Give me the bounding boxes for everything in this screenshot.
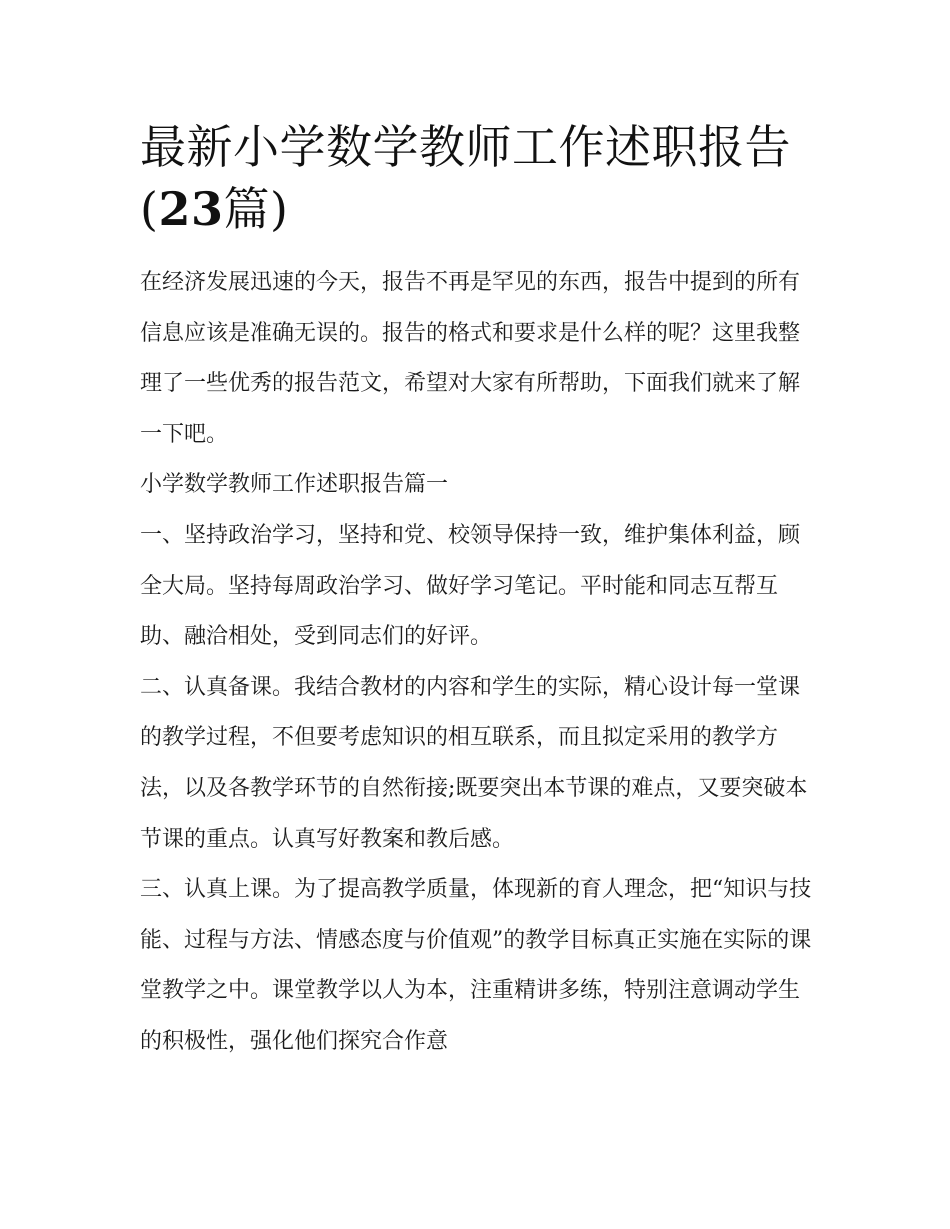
- title-text-start: 最新小学数学教师工作述职报告(: [140, 120, 791, 236]
- document-title: [140, 116, 812, 240]
- body-paragraph-2: 二、认真备课。我结合教材的内容和学生的实际，精心设计每一堂课的教学过程，不但要考虑知识的相互联系，而且拟定采用的教学方法，以及各教学环节的自然衔接;既要突出本节课的难点，又要突破本节课的重点。认真写好教案和教后感。: [140, 674, 808, 852]
- section-heading: 小学数学教师工作述职报告篇一: [140, 472, 449, 498]
- body-paragraph-3: 三、认真上课。为了提高教学质量，体现新的育人理念，把“知识与技能、过程与方法、情感态度与价值观”的教学目标真正实施在实际的课堂教学之中。课堂教学以人为本，注重精讲多练，特别注意调动学生的积极性，强化他们探究合作意: [140, 877, 812, 1054]
- document-body: [140, 116, 812, 1068]
- intro-paragraph: 在经济发展迅速的今天，报告不再是罕见的东西，报告中提到的所有信息应该是准确无误的。报告的格式和要求是什么样的呢？这里我整理了一些优秀的报告范文，希望对大家有所帮助，下面我们就来了解一下吧。: [140, 270, 801, 447]
- title-count: 23: [158, 182, 224, 236]
- body-paragraph-1: 一、坚持政治学习，坚持和党、校领导保持一致，维护集体利益，顾全大局。坚持每周政治学习、做好学习笔记。平时能和同志互帮互助、融洽相处，受到同志们的好评。: [140, 522, 801, 650]
- title-text-end: 篇): [223, 182, 289, 236]
